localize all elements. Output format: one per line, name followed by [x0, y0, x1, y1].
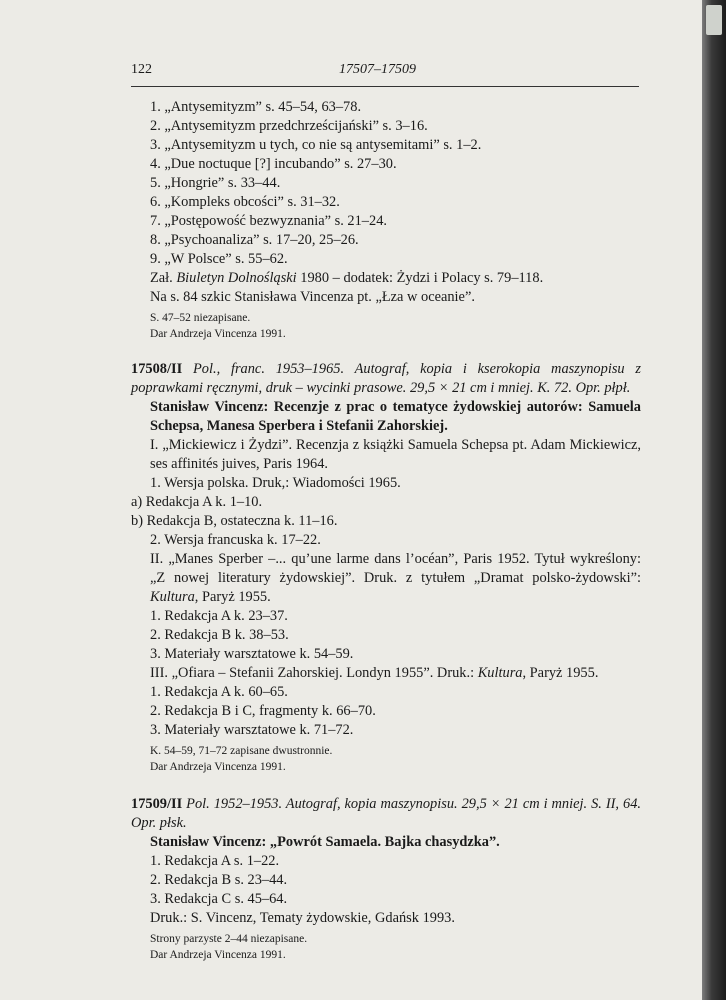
part-3-place: , Paryż 1955.: [522, 665, 599, 681]
list-item: b) Redakcja B, ostateczna k. 11–16.: [131, 513, 338, 529]
list-item: 2. Redakcja B k. 38–53.: [150, 627, 289, 643]
page-number: 122: [131, 62, 152, 77]
entry-physical-description: Pol., franc. 1953–1965. Autograf, kopia i kserokopia maszynopisu z poprawkami ręcznymi, druk – wycinki prasowe. 29,5 × 21 cm i mniej. K. 72. Opr. płpł.: [131, 361, 641, 396]
zal-prefix: Zał.: [150, 270, 177, 286]
list-item: 8. „Psychoanaliza” s. 17–20, 25–26.: [150, 232, 359, 248]
part-2-text: II. „Manes Sperber –... qu’une larme dans l’océan”, Paris 1952. Tytuł wykreślony: „Z nowej literatury żydowskiej”. Druk. z tytułem „Dramat polsko-żydowski”:: [150, 551, 641, 586]
part-2: [131, 550, 641, 607]
part-3: [131, 664, 641, 683]
entry-description: [131, 360, 641, 398]
entry-physical-description: Pol. 1952–1953. Autograf, kopia maszynopisu. 29,5 × 21 cm i mniej. S. II, 64. Opr. płsk.: [131, 796, 641, 831]
book-edge: [702, 0, 726, 1000]
small-note: Dar Andrzeja Vincenza 1991.: [150, 948, 286, 961]
entry-17508: [131, 360, 641, 775]
list-item: 5. „Hongrie” s. 33–44.: [150, 175, 281, 191]
list-item: 2. Redakcja B i C, fragmenty k. 66–70.: [150, 703, 376, 719]
list-item: 3. Redakcja C s. 45–64.: [150, 891, 288, 907]
page-content: [131, 98, 641, 963]
attachment-line: [131, 269, 641, 288]
running-head: 17507–17509: [339, 62, 416, 77]
entry-title: Stanisław Vincenz: Recenzje z prac o tematyce żydowskiej autorów: Samuela Schepsa, Manesa Sperbera i Stefanii Zahorskiej.: [150, 399, 641, 434]
part-3-text: III. „Ofiara – Stefanii Zahorskiej. Londyn 1955”. Druk.:: [150, 665, 478, 681]
small-note: Strony parzyste 2–44 niezapisane.: [150, 933, 308, 945]
list-item: 1. Wersja polska. Druk,: Wiadomości 1965.: [150, 475, 401, 491]
part-2-place: , Paryż 1955.: [194, 589, 271, 605]
part-1: I. „Mickiewicz i Żydzi”. Recenzja z książki Samuela Schepsa pt. Adam Mickiewicz, ses affinités juives, Paris 1964.: [150, 437, 641, 472]
entry-description: [131, 795, 641, 833]
entry-signature: 17508/II: [131, 361, 183, 377]
list-item: 1. Redakcja A k. 60–65.: [150, 684, 288, 700]
part-3-journal: Kultura: [477, 665, 523, 681]
list-item: 2. Redakcja B s. 23–44.: [150, 872, 288, 888]
entry-17509: [131, 795, 641, 963]
small-note: Dar Andrzeja Vincenza 1991.: [150, 760, 286, 773]
list-item: 2. Wersja francuska k. 17–22.: [150, 532, 321, 548]
list-item: 1. „Antysemityzm” s. 45–54, 63–78.: [150, 99, 362, 115]
zal-rest: 1980 – dodatek: Żydzi i Polacy s. 79–118.: [296, 270, 544, 286]
list-item: a) Redakcja A k. 1–10.: [131, 494, 263, 510]
page-tab: [706, 5, 722, 35]
list-item: 1. Redakcja A s. 1–22.: [150, 853, 280, 869]
page-header: [131, 62, 639, 87]
small-note: S. 47–52 niezapisane.: [150, 312, 251, 324]
note-line: Na s. 84 szkic Stanisława Vincenza pt. „Łza w oceanie”.: [150, 289, 475, 305]
small-note: Dar Andrzeja Vincenza 1991.: [150, 327, 286, 340]
list-item: 4. „Due noctuque [?] incubando” s. 27–30.: [150, 156, 397, 172]
list-item: 7. „Postępowość bezwyznania” s. 21–24.: [150, 213, 387, 229]
list-item: 9. „W Polsce” s. 55–62.: [150, 251, 288, 267]
list-item: 6. „Kompleks obcości” s. 31–32.: [150, 194, 340, 210]
list-item: 3. Materiały warsztatowe k. 71–72.: [150, 722, 354, 738]
list-item: 2. „Antysemityzm przedchrześcijański” s. 3–16.: [150, 118, 428, 134]
print-line: Druk.: S. Vincenz, Tematy żydowskie, Gdańsk 1993.: [150, 910, 455, 926]
entry-signature: 17509/II: [131, 796, 183, 812]
list-item: 1. Redakcja A k. 23–37.: [150, 608, 288, 624]
zal-title: Biuletyn Dolnośląski: [176, 270, 297, 286]
part-2-journal: Kultura: [150, 589, 195, 605]
entry-title: Stanisław Vincenz: „Powrót Samaela. Bajka chasydzka”.: [150, 834, 500, 850]
list-item: 3. „Antysemityzm u tych, co nie są antysemitami” s. 1–2.: [150, 137, 482, 153]
small-note: K. 54–59, 71–72 zapisane dwustronnie.: [150, 745, 333, 757]
entry-top: [131, 98, 641, 342]
list-item: 3. Materiały warsztatowe k. 54–59.: [150, 646, 354, 662]
